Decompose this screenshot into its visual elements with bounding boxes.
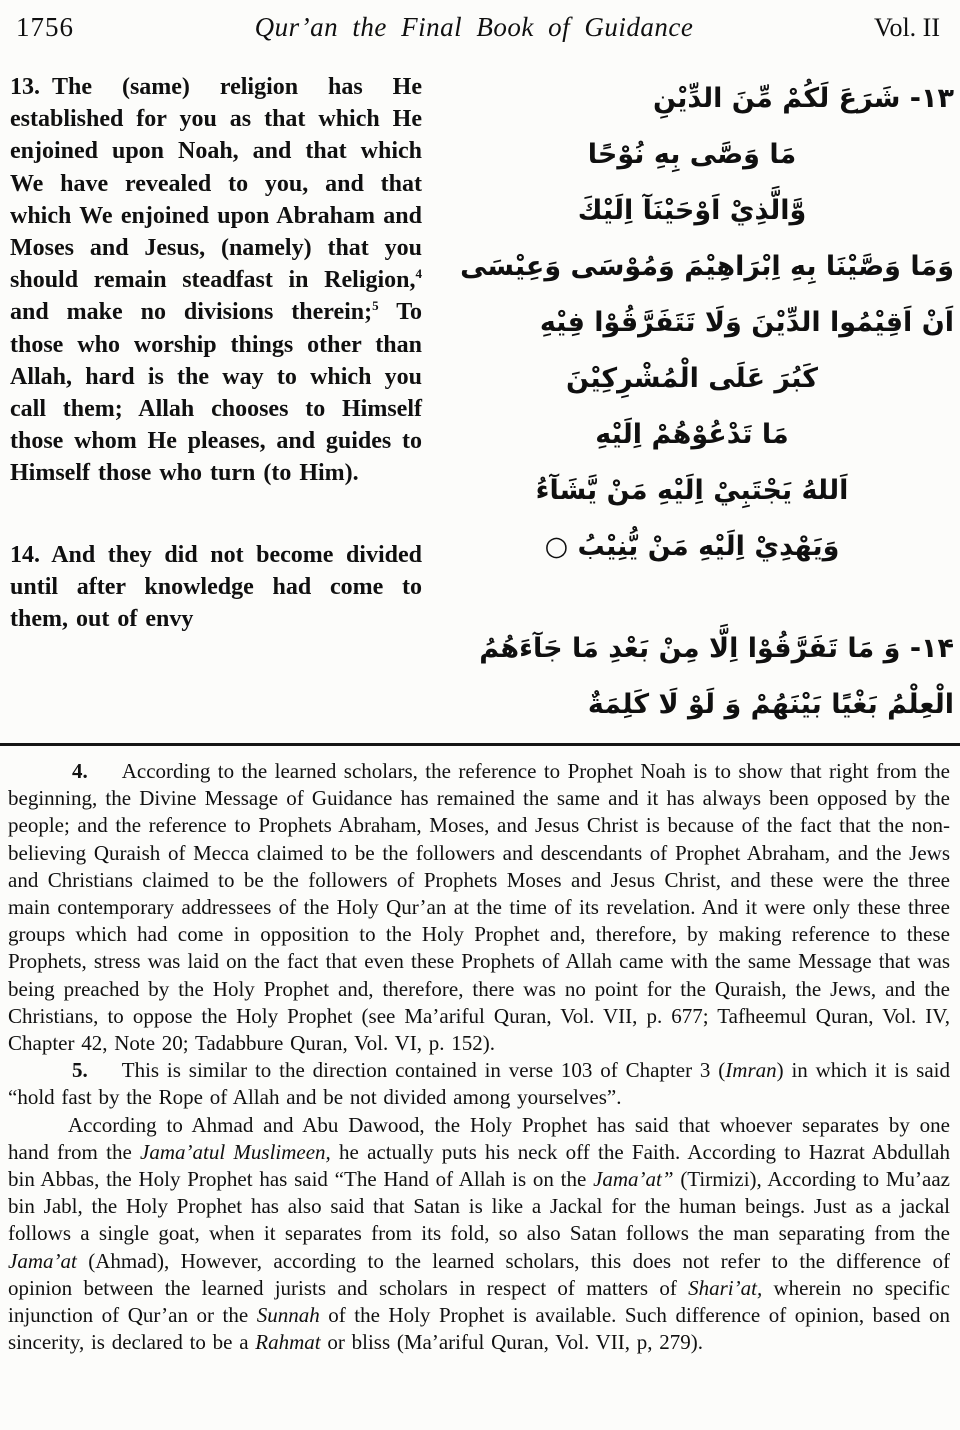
fn5p2-italic6: Rahmat <box>255 1330 321 1355</box>
footnote-5 <box>8 1057 950 1111</box>
footnote-4 <box>8 758 950 1057</box>
fn5p2-text1: According to Ahmad and Abu Dawood, the Holy Prophet has said that whoever separates by one hand from the <box>8 1112 950 1164</box>
fn5p2-italic5: Sunnah <box>256 1303 320 1328</box>
arabic-line: اَنْ اَقِيْمُوا الدِّيْنَ وَلَا تَتَفَرَّقُوْا فِيْهِ <box>539 307 954 338</box>
arabic-line: مَا تَدْعُوْهُمْ اِلَيْهِ <box>595 419 789 450</box>
arabic-line: وَّالَّذِيْ اَوْحَيْنَآ اِلَيْكَ <box>577 195 807 226</box>
arabic-line: اَللهُ يَجْتَبِيْ اِلَيْهِ مَنْ يَّشَآءُ <box>535 475 849 506</box>
volume-label: Vol. II <box>874 13 940 42</box>
page-number: 1756 <box>16 12 74 42</box>
arabic-line-with-ayah-mark: وَيَهْدِيْ اِلَيْهِ مَنْ يُّنِيْبُ ○ <box>544 531 840 562</box>
arabic-line: ۱۳- شَرَعَ لَكُمْ مِّنَ الدِّيْنِ <box>652 83 954 114</box>
verse-section <box>0 71 960 733</box>
footnote-4-number: 4. <box>72 759 88 783</box>
verse-13-text-part1: 13. The (same) religion has He established for you as that which He enjoined upon Noah, and that which We have revealed to you, and that which We enjoined upon Abraham and Moses and Jesus, (namely) that you should remain steadfast in Religion, <box>10 74 422 294</box>
fn5p2-text7: or bliss (Ma’ariful Quran, Vol. VII, p, 279). <box>320 1330 703 1355</box>
arabic-line: الْعِلْمُ بَغْيًا بَيْنَهُمْ وَ لَوْ لَا كَلِمَةٌ <box>587 689 954 720</box>
fn5p2-text6: of the Holy Prophet is available. Such difference of opinion, based on sincerity, is declared to be a <box>8 1303 950 1355</box>
fn5p2-text2: he actually puts his neck off the Faith. According to Hazrat Abdullah bin Abbas, the Holy Prophet has said “The Hand of Allah is on the <box>8 1139 951 1192</box>
fn5p2-text5: wherein no specific injunction of Qur’an or the <box>8 1275 950 1328</box>
arabic-line: كَبُرَ عَلَى الْمُشْرِكِيْنَ <box>566 363 818 394</box>
verse-13-arabic <box>430 71 954 575</box>
footnotes-section <box>0 746 960 1356</box>
footnote-ref-4: 4 <box>415 266 422 282</box>
page-header <box>0 0 960 43</box>
footnote-5-text-part2: ) in which it is said “hold fast by the Rope of Allah and be not divided among yourselves”. <box>8 1058 951 1110</box>
verse-14-english: 14. And they did not become divided until after knowledge had come to them, out of envy <box>10 541 422 633</box>
verse-13-text-part3: To those who worship things other than Allah, hard is the way to which you call them; Allah chooses to Himself those whom He pleases, and guides to Himself those who turn (to Him). <box>10 299 422 487</box>
footnote-ref-5: 5 <box>372 298 379 314</box>
fn5p2-italic1: Jama’atul Muslimeen, <box>140 1139 331 1164</box>
fn5p2-text3: (Tirmizi), According to Mu’aaz bin Jabl, the Holy Prophet has also said that Satan is like a Jackal for the human beings. Just as a jackal follows a single goat, when it separates from its fold, so also Satan follows the man separating from the <box>8 1167 950 1246</box>
footnote-5-paragraph-2 <box>8 1112 950 1357</box>
book-title: Qur’an the Final Book of Guidance <box>254 12 694 42</box>
arabic-line: ۱۴- وَ مَا تَفَرَّقُوْا اِلَّا مِنْ بَعْدِ مَا جَآءَهُمُ <box>479 633 954 664</box>
footnote-5-number: 5. <box>72 1058 88 1083</box>
arabic-text-column <box>422 71 960 733</box>
footnote-4-text: According to the learned scholars, the reference to Prophet Noah is to show that right from the beginning, the Divine Message of Guidance has remained the same and it has always been opposed by the people; and the reference to Prophets Abraham, Moses, and Jesus Christ is because of the fact that the non-believing Quraish of Mecca claimed to be the followers and descendants of Prophet Abraham, and the Jews and Christians claimed to be the followers of Prophets Moses and Jesus Christ, and these were the three main contemporary addressees of the Holy Qur’an at the time of its revelation. And it were only these three groups which had come in opposition to the Holy Prophet and, therefore, by making reference to these Prophets, stress was laid on the fact that even these Prophets of Allah came with the same Message that was being preached by the Holy Prophet and, therefore, there was no point for the Quraish, the Jews, and the Christians, to oppose the Holy Prophet (see Ma’ariful Quran, Vol. VII, p. 677; Tafheemul Quran, Vol. IV, Chapter 42, Note 20; Tadabbure Quran, Vol. VI, p. 152). <box>8 759 950 1056</box>
footnote-5-italic-imran: Imran <box>725 1058 777 1083</box>
fn5p2-italic3: Jama’at <box>8 1248 77 1273</box>
fn5p2-text4: (Ahmad), However, according to the learned scholars, this does not refer to the difference of opinion between the learned jurists and scholars in respect of matters of <box>8 1248 950 1300</box>
footnote-5-text-part1: This is similar to the direction contained in verse 103 of Chapter 3 ( <box>121 1058 726 1083</box>
english-translation-column <box>10 71 422 733</box>
arabic-line: مَا وَصَّى بِهِ نُوْحًا <box>587 139 797 170</box>
verse-14-arabic <box>430 621 954 733</box>
verse-13-text-part2: and make no divisions therein; <box>10 299 373 326</box>
fn5p2-italic4: Shari’at, <box>688 1275 763 1300</box>
fn5p2-italic2: Jama’at” <box>593 1167 674 1192</box>
arabic-line: وَمَا وَصَّيْنَا بِهِ اِبْرَاهِيْمَ وَمُوْسَى وَعِيْسَى <box>460 251 954 282</box>
verse-13-english <box>10 71 422 490</box>
